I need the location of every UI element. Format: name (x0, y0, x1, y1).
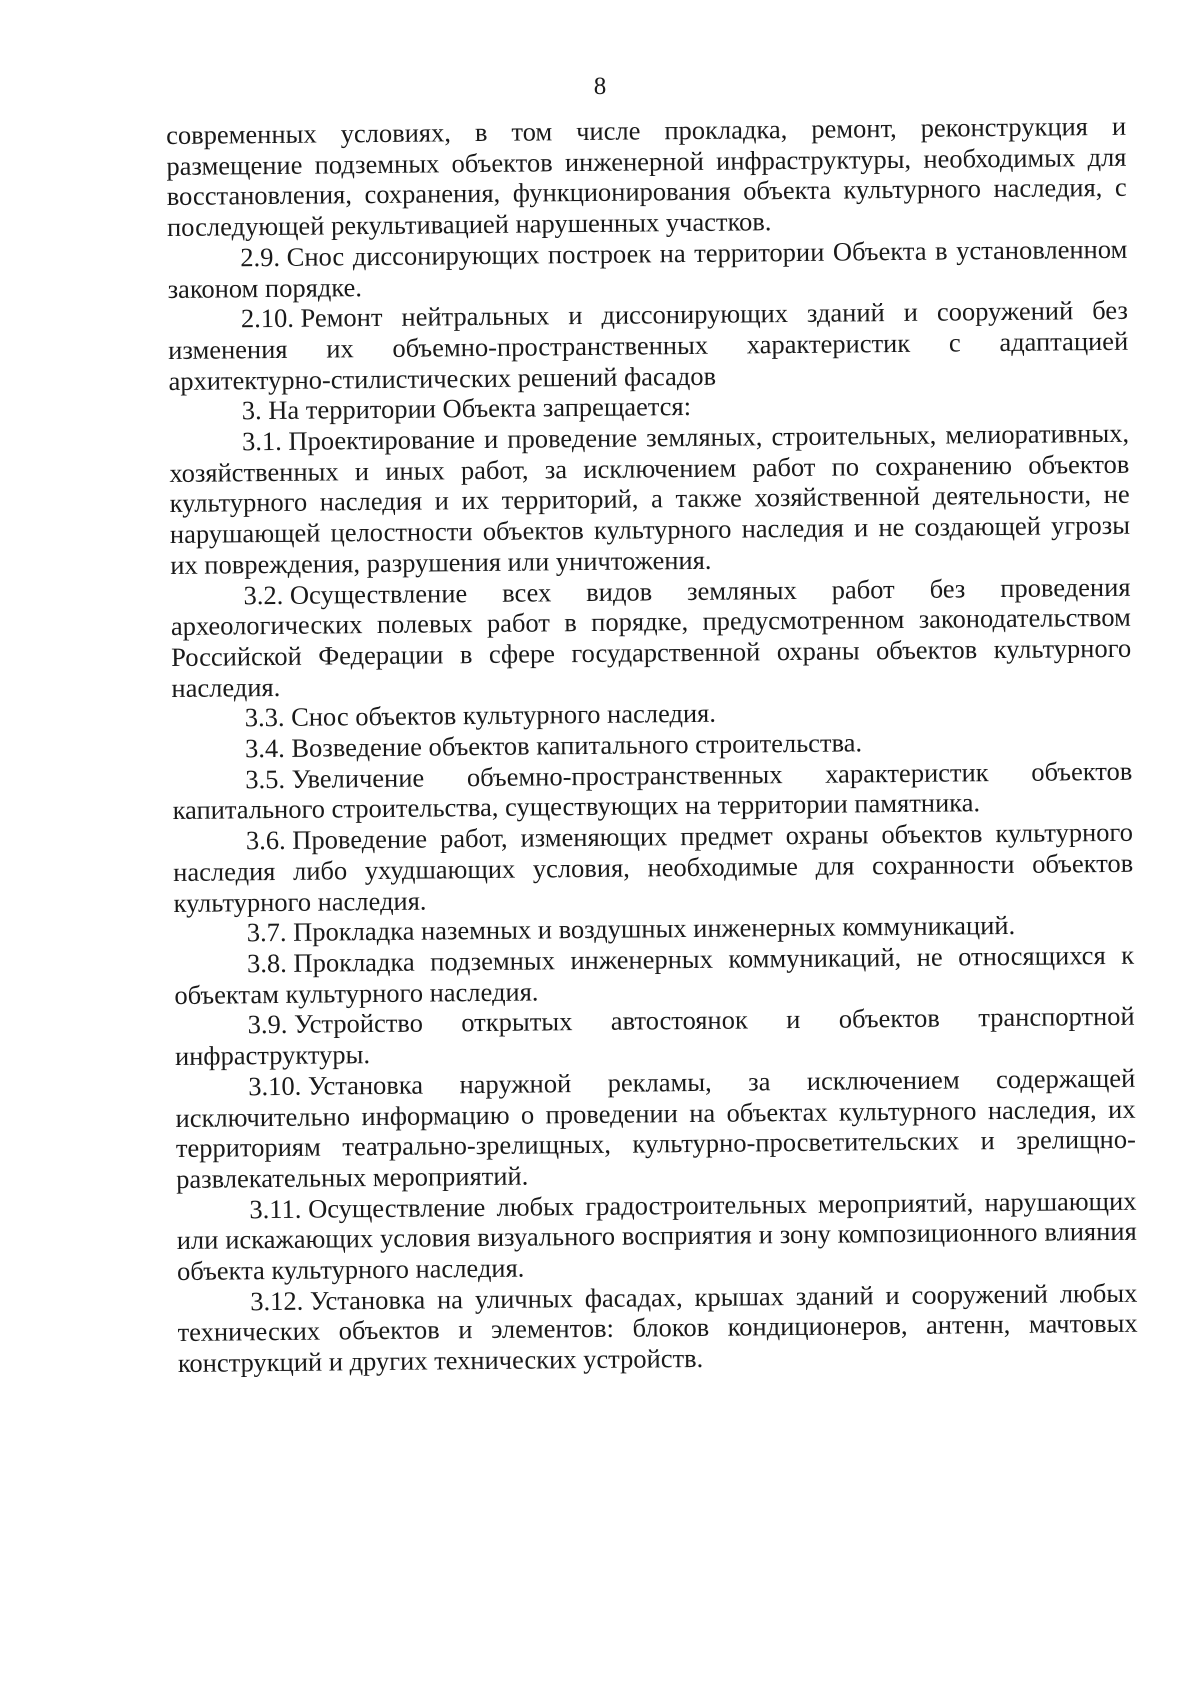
clause-text: Устройство открытых автостоянок и объектов транспортной инфраструктуры. (174, 1001, 1135, 1072)
continuation-paragraph: современных условиях, в том числе прокладка, ремонт, реконструкция и размещение подземных объектов инженерной инфраструктуры, необходимых для восстановления, сохранения, функционирования объекта культурного наследия, с последующей рекультивацией нарушенных участков. (166, 110, 1127, 243)
clause-2-10 (168, 295, 1129, 396)
clause-number: 3.11. (249, 1193, 302, 1224)
clause-text: Установка наружной рекламы, за исключением содержащей исключительно информацию о проведении на объектах культурного наследия, их территориям театрально-зрелищных, культурно-просветительских и зрелищно-развлекательных мероприятий. (175, 1062, 1136, 1194)
clause-number: 3.6. (245, 825, 286, 856)
clause-number: 3.7. (246, 917, 287, 948)
clause-number: 3.3. (244, 702, 285, 733)
clause-3-8 (174, 940, 1135, 1011)
clause-number: 2.10. (240, 303, 295, 334)
clause-text: Прокладка наземных и воздушных инженерных коммуникаций. (293, 910, 1016, 948)
clause-number: 3.4. (244, 732, 285, 764)
clause-text: Снос диссонирующих построек на территории Объекта в установленном законом порядке. (167, 233, 1128, 304)
clause-number: 3.9. (247, 1009, 288, 1040)
clause-number: 3. (241, 395, 262, 426)
clause-text: Установка на уличных фасадах, крышах зданий и сооружений любых технических объектов и элементов: блоков кондиционеров, антенн, мачтовых конструкций и других технических устройств. (177, 1277, 1138, 1379)
document-body (166, 111, 1138, 1379)
clause-text: Проведение работ, изменяющих предмет охраны объектов культурного наследия либо ухудшающих условия, необходимые для сохранности объектов культурного наследия. (173, 816, 1134, 918)
clause-text: Возведение объектов капитального строительства. (291, 727, 863, 763)
clause-3-1 (169, 418, 1130, 581)
clause-number: 3.10. (248, 1070, 302, 1102)
clause-text: Осуществление любых градостроительных мероприятий, нарушающих или искажающих условия визуального восприятия и зону композиционного влияния объекта культурного наследия. (176, 1185, 1137, 1286)
clause-2-9 (167, 234, 1128, 305)
clause-3-2 (170, 571, 1131, 703)
clause-number: 3.1. (241, 425, 282, 457)
clause-text: Прокладка подземных инженерных коммуникаций, не относящихся к объектам культурного наследия. (174, 939, 1135, 1010)
page-number: 8 (593, 73, 607, 100)
clause-number: 3.12. (250, 1285, 304, 1316)
clause-3-11 (176, 1185, 1137, 1286)
clause-3-9 (175, 1001, 1136, 1072)
clause-number: 3.2. (243, 579, 284, 610)
clause-number: 3.5. (245, 763, 286, 795)
clause-3-6 (173, 817, 1134, 918)
clause-text: Увеличение объемно-пространственных характеристик объектов капитального строительства, существующих на территории памятника. (172, 755, 1133, 826)
clause-3-5 (172, 756, 1133, 827)
clause-text: Снос объектов культурного наследия. (290, 698, 717, 733)
clause-text: На территории Объекта запрещается: (268, 391, 692, 426)
clause-text: Осуществление всех видов земляных работ без проведения археологических полевых работ в порядке, предусмотренном законодательством Российской Федерации в сфере государственной охраны объектов культурного наследия. (170, 571, 1132, 703)
clause-3-10 (175, 1063, 1136, 1195)
clause-text: Проектирование и проведение земляных, строительных, мелиоративных, хозяйственных и иных работ, за исключением работ по сохранению объектов культурного наследия и их территорий, а также хозяйственной деятельности, не нарушающей целостности объектов культурного наследия и не создающей угрозы их повреждения, разрушения или уничтожения. (169, 417, 1131, 580)
clause-text: Ремонт нейтральных и диссонирующих зданий и сооружений без изменения их объемно-пространственных характеристик с адаптацией архитектурно-стилистических решений фасадов (168, 294, 1129, 396)
clause-number: 2.9. (240, 241, 281, 273)
clause-number: 3.8. (246, 947, 287, 979)
clause-3-12 (177, 1277, 1138, 1378)
